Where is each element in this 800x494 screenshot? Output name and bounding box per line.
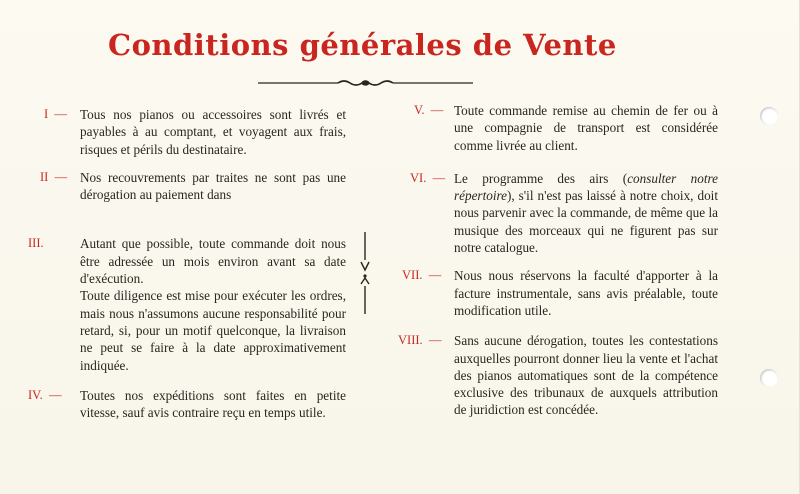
right-column bbox=[398, 103, 718, 430]
condition-number: IV. bbox=[28, 387, 43, 402]
condition-item: I — Tous nos pianos ou accessoires sont livrés et payables à au comptant, et voyagent aux frais, risques et périls du destinataire. bbox=[44, 107, 346, 157]
condition-text: Autant que possible, toute commande doit nous être adressée un mois environ avant sa date d'exécution. bbox=[80, 236, 346, 287]
condition-item: II — Nos recouvrements par traites ne sont pas une dérogation au paiement dans bbox=[40, 169, 346, 203]
page-title: Conditions générales de Vente bbox=[108, 28, 617, 62]
condition-item bbox=[28, 235, 346, 373]
condition-number: VI. bbox=[410, 170, 427, 185]
condition-item: VIII. — Sans aucune dérogation, toutes les contestations auxquelles pourront donner lieu la vente et l'achat des pianos automatiques sont de la compétence exclusive des tribunaux de auxquels attribution de juridiction est concédée. bbox=[398, 333, 718, 418]
condition-item: V. — Toute commande remise au chemin de fer ou à une compagnie de transport est considérée comme livrée au client. bbox=[414, 103, 718, 153]
condition-text: Toutes nos expéditions sont faites en petite vitesse, sauf avis contraire reçu en temps utile. bbox=[80, 387, 346, 421]
condition-number: I bbox=[44, 107, 49, 121]
title-ornament-rule bbox=[258, 77, 473, 89]
condition-number: V. bbox=[414, 103, 425, 117]
column-divider-ornament bbox=[360, 232, 370, 314]
condition-item: VII. — Nous nous réservons la faculté d'apporter à la facture instrumentale, sans avis préalable, toute modification utile. bbox=[402, 268, 718, 318]
condition-number: III. bbox=[28, 236, 44, 251]
condition-number: VIII. bbox=[398, 333, 423, 348]
condition-number: II bbox=[40, 169, 49, 184]
condition-text: Sans aucune dérogation, toutes les contestations auxquelles pourront donner lieu la vente et l'achat des pianos automatiques sont de la compétence exclusive des tribunaux de auxquels attribution de juridiction est concédée. bbox=[454, 333, 718, 418]
condition-number: VII. bbox=[402, 268, 423, 283]
punch-hole bbox=[760, 107, 778, 125]
condition-text: Le programme des airs (consulter notre répertoire), s'il n'est pas laissé à notre choix, doit nous parvenir avec la commande, de même que la musique des morceaux qui ne figurent pas sur notre catalogue. bbox=[454, 170, 718, 256]
condition-text: Nous nous réservons la faculté d'apporter à la facture instrumentale, sans avis préalable, toute modification utile. bbox=[454, 268, 718, 318]
condition-item: IV. — Toutes nos expéditions sont faites en petite vitesse, sauf avis contraire reçu en temps utile. bbox=[28, 387, 346, 421]
punch-hole bbox=[760, 369, 778, 387]
left-column bbox=[28, 106, 346, 432]
condition-text: Tous nos pianos ou accessoires sont livrés et payables à au comptant, et voyagent aux frais, risques et périls du destinataire. bbox=[80, 107, 346, 157]
condition-text: Toute commande remise au chemin de fer ou à une compagnie de transport est considérée comme livrée au client. bbox=[454, 103, 718, 153]
condition-item: VI. — Le programme des airs (consulter notre répertoire), s'il n'est pas laissé à notre choix, doit nous parvenir avec la commande, de même que la musique des morceaux qui ne figurent pas sur notre catalogue. bbox=[410, 170, 718, 256]
condition-text: Nos recouvrements par traites ne sont pas une dérogation au paiement dans bbox=[80, 169, 346, 203]
condition-text: Toute diligence est mise pour exécuter les ordres, mais nous n'assumons aucune responsabilité pour retard, si, pour un motif quelconque, la livraison ne peut se faire à la date approximativement indiquée. bbox=[80, 288, 346, 373]
